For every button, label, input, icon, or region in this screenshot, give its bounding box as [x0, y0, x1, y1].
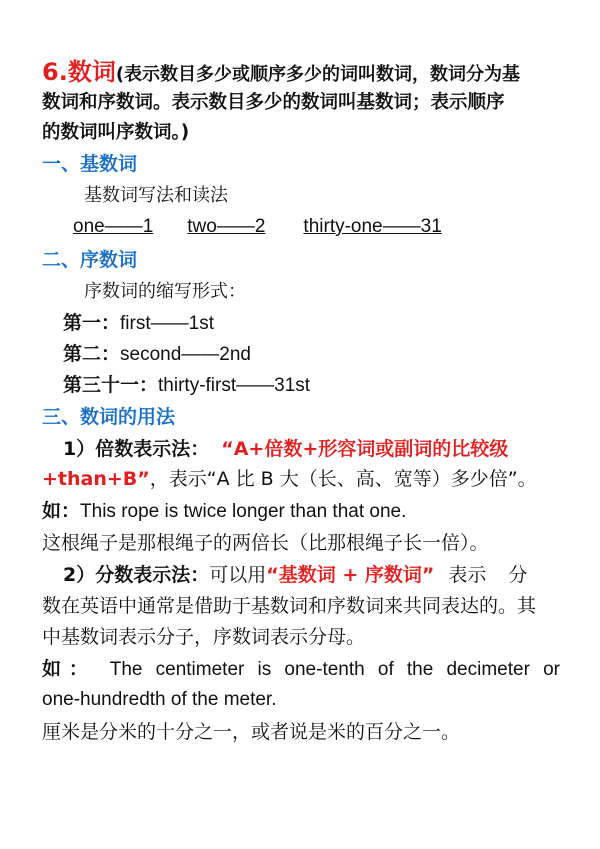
- multiple-line-1: [63, 435, 508, 463]
- fraction-line-1: [63, 561, 527, 589]
- example-label: 如：: [42, 500, 81, 522]
- section3-heading: 三、数词的用法: [42, 406, 176, 428]
- multiple-example-en: This rope is twice longer than that one.: [80, 501, 407, 522]
- multiple-line-2: [42, 465, 537, 493]
- section1-subtitle: 基数词写法和读法: [84, 185, 228, 206]
- title-number: 6.: [42, 58, 68, 86]
- fraction-line-3: 中基数词表示分子，序数词表示分母。: [42, 626, 366, 648]
- cardinal-example-2: two——2: [187, 216, 266, 237]
- ordinal-value: first——1st: [120, 313, 214, 334]
- title-line-1: [42, 58, 520, 89]
- fraction-text-before: 可以用: [209, 564, 267, 586]
- fraction-text-after: 表示: [448, 564, 487, 586]
- multiple-example-zh: 这根绳子是那根绳子的两倍长（比那根绳子长一倍）。: [42, 532, 489, 554]
- fraction-line-2: 数在英语中通常是借助于基数词和序数词来共同表达的。其: [42, 595, 537, 617]
- multiple-example-en-line: [42, 497, 406, 526]
- ordinal-label: 第三十一：: [63, 374, 159, 396]
- ordinal-label: 第二：: [63, 343, 121, 365]
- section2-subtitle: 序数词的缩写形式：: [84, 281, 246, 302]
- fraction-label: 2）分数表示法：: [63, 564, 210, 586]
- ordinal-item: [63, 371, 310, 400]
- ordinal-item: [63, 340, 251, 369]
- fraction-text-end: 分: [508, 564, 528, 586]
- fraction-formula: “基数词 + 序数词”: [266, 564, 435, 586]
- section1-heading: 一、基数词: [42, 153, 138, 175]
- section2-heading: 二、序数词: [42, 249, 138, 271]
- title-desc-3: 的数词叫序数词。): [42, 122, 190, 143]
- cardinal-example-1: one——1: [73, 216, 154, 237]
- example-label: 如：: [42, 658, 96, 680]
- multiple-formula-2: +than+B”: [42, 468, 150, 490]
- section1-examples: [73, 213, 442, 241]
- cardinal-example-3: thirty-one——31: [303, 216, 442, 237]
- multiple-meaning: ，表示“A 比 B 大（长、高、宽等）多少倍”。: [149, 468, 537, 490]
- ordinal-label: 第一：: [63, 312, 121, 334]
- fraction-example-en-line-1: [42, 655, 560, 684]
- ordinal-value: thirty-first——31st: [158, 375, 311, 396]
- title-word: 数词: [67, 58, 116, 86]
- ordinal-item: [63, 309, 214, 338]
- title-desc-1: (表示数目多少或顺序多少的词叫数词，数词分为基: [115, 64, 521, 85]
- fraction-example-en-2: one-hundredth of the meter.: [42, 689, 277, 710]
- multiple-label: 1）倍数表示法：: [63, 438, 210, 460]
- title-desc-2: 数词和序数词。表示数目多少的数词叫基数词；表示顺序: [42, 92, 505, 113]
- fraction-example-en-1: The centimeter is one-tenth of the decimeter or: [109, 659, 560, 680]
- ordinal-value: second——2nd: [120, 344, 251, 365]
- multiple-formula-1: “A+倍数+形容词或副词的比较级: [221, 438, 509, 460]
- fraction-example-zh: 厘米是分米的十分之一，或者说是米的百分之一。: [42, 721, 461, 743]
